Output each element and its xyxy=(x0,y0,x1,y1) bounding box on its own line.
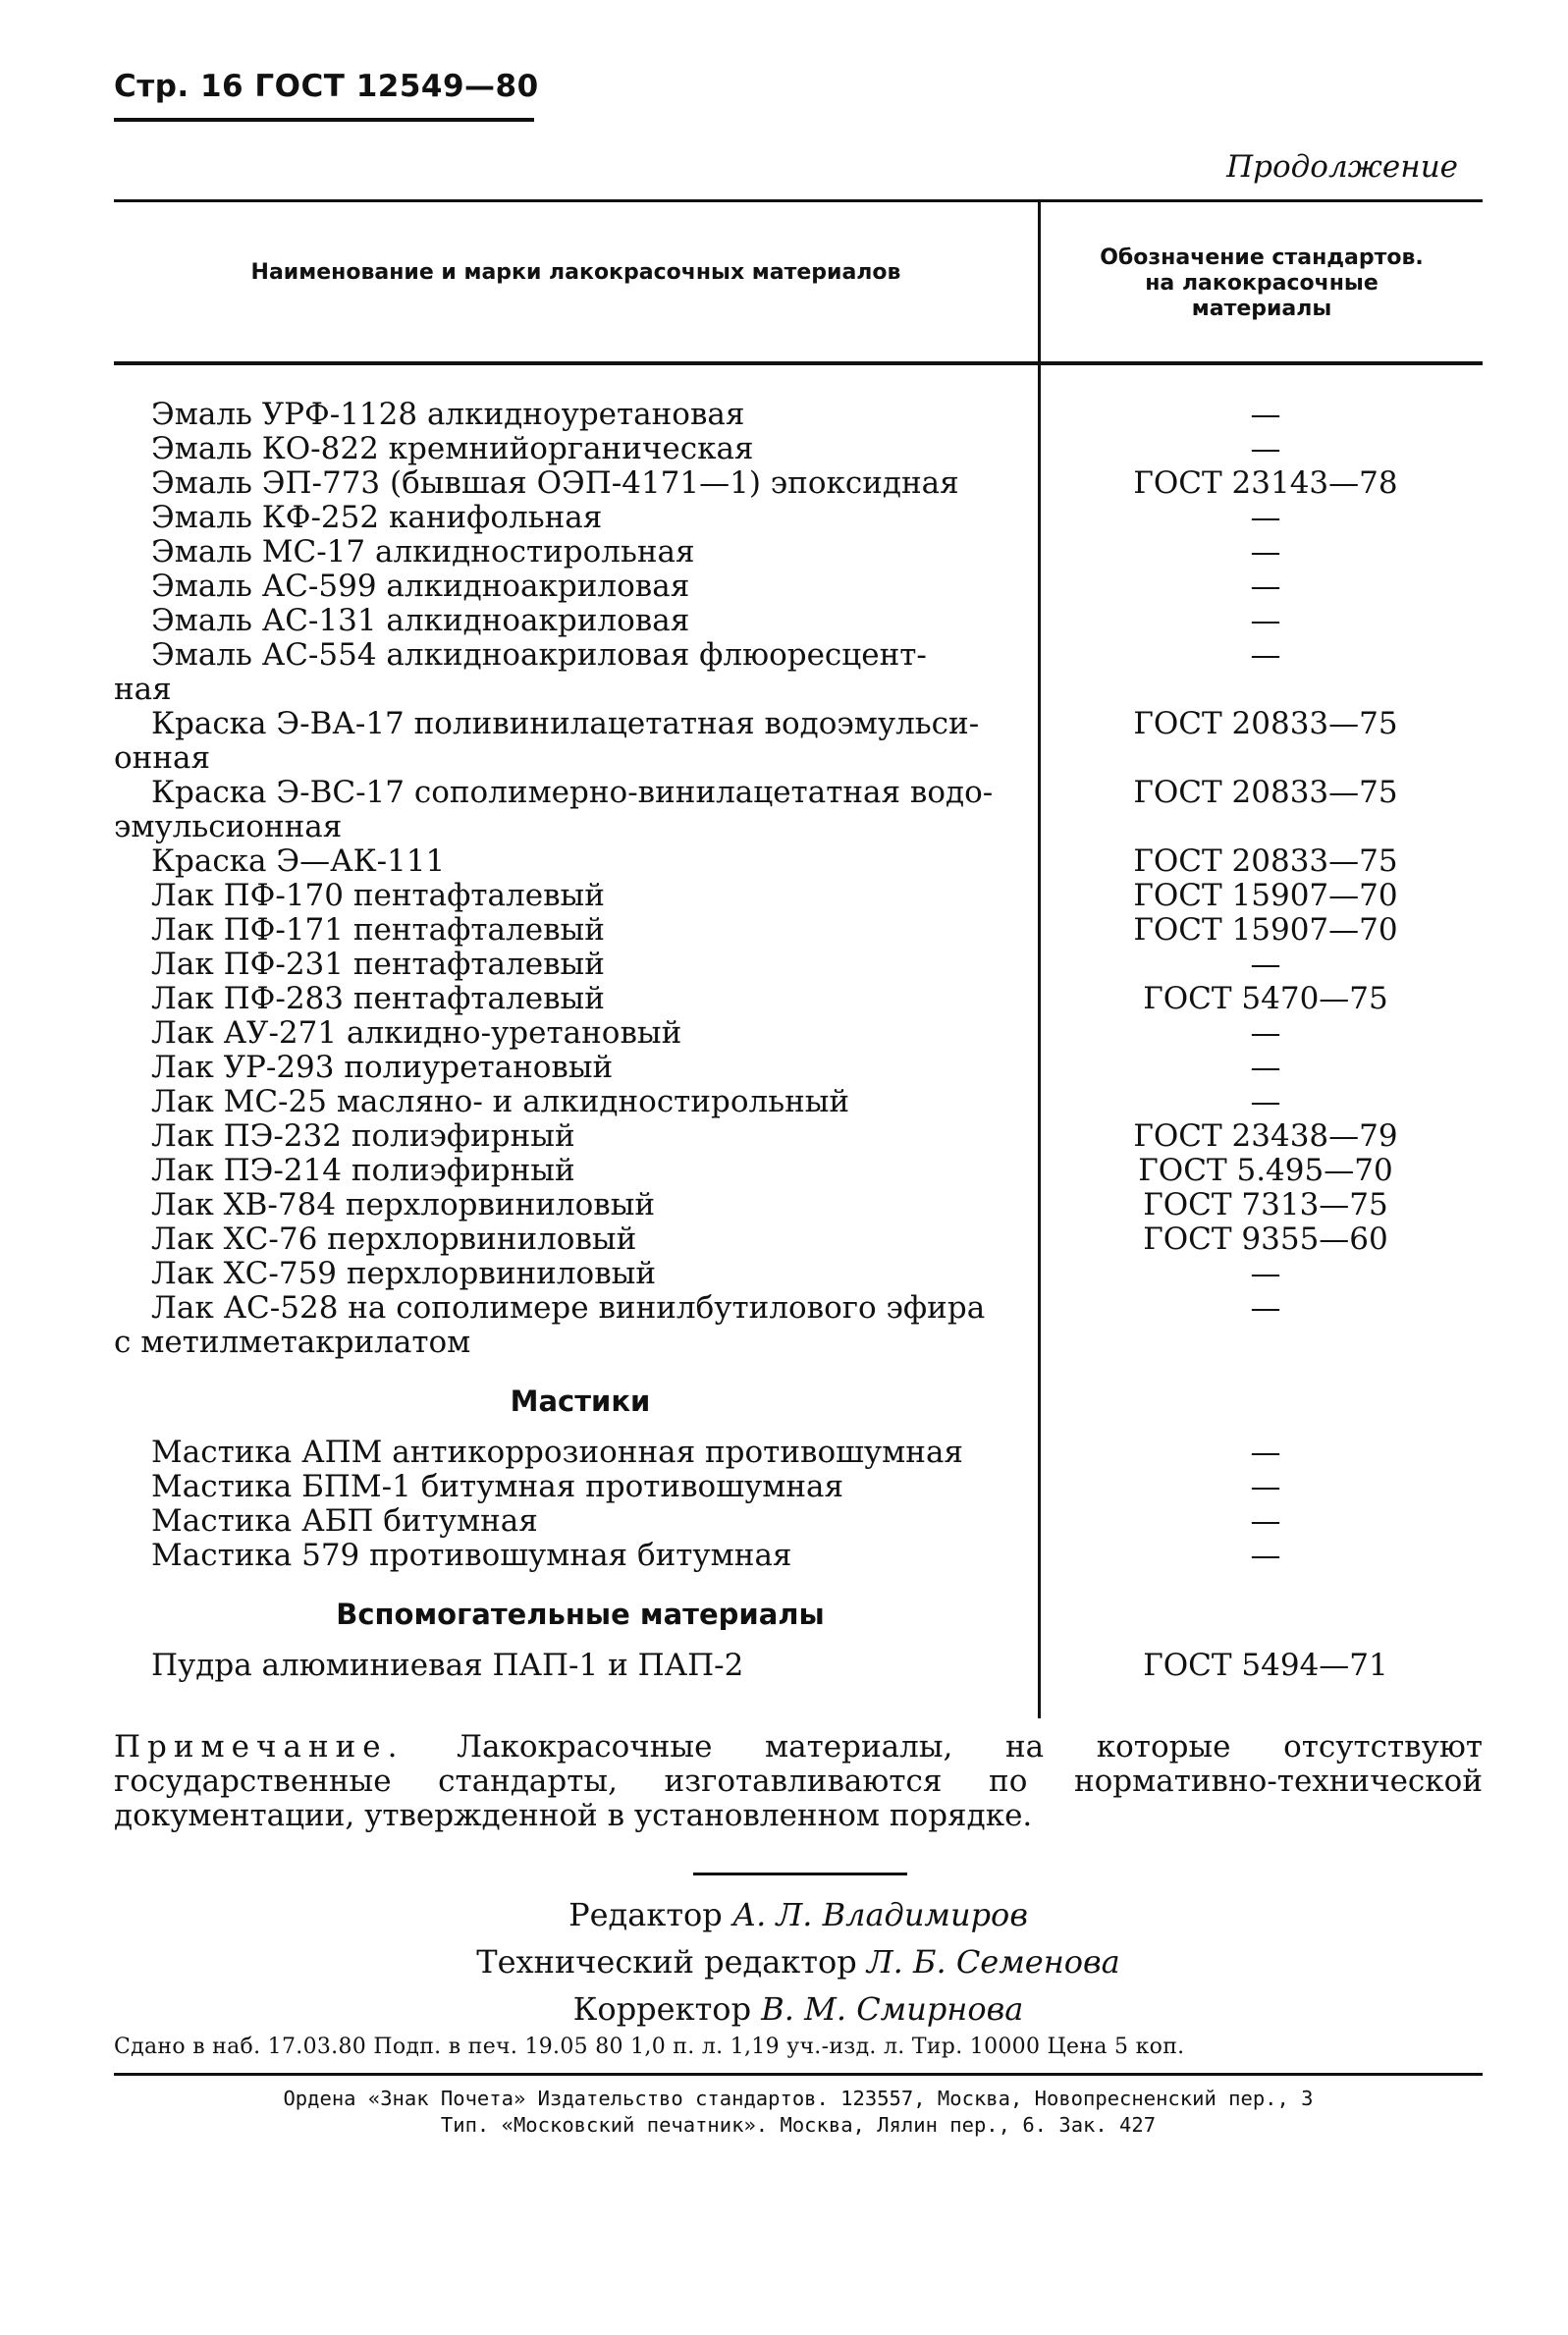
standard-designation: — xyxy=(1250,397,1281,432)
note xyxy=(114,1730,1483,1833)
material-name xyxy=(114,982,1043,1016)
table-row xyxy=(114,982,1483,1016)
material-name-text: Лак ПФ-171 пентафталевый xyxy=(151,912,605,948)
material-name-text: Эмаль АС-131 алкидноакриловая xyxy=(151,603,690,638)
standard-designation: — xyxy=(1250,534,1281,570)
table-row xyxy=(114,398,1483,432)
material-name-text: Эмаль КО-822 кремнийорганическая xyxy=(151,431,754,466)
material-name-text: Лак ХВ-784 перхлорвиниловый xyxy=(151,1187,656,1222)
column-header-standard-line: на лакокрасочные xyxy=(1145,271,1379,296)
material-name-text: Лак ПЭ-214 полиэфирный xyxy=(151,1153,575,1188)
table-row xyxy=(114,570,1483,604)
table-row xyxy=(114,1291,1483,1360)
material-name xyxy=(114,879,1043,913)
standard-designation: ГОСТ 15907—70 xyxy=(1133,912,1398,948)
table-row xyxy=(114,432,1483,466)
tech-editor-role: Технический редактор xyxy=(476,1943,857,1981)
standard-designation: ГОСТ 20833—75 xyxy=(1133,843,1398,879)
standard-designation: — xyxy=(1250,1503,1281,1539)
material-name xyxy=(114,844,1043,879)
material-name-text: Краска Э—АК-111 xyxy=(151,843,446,879)
standard-designation: ГОСТ 5470—75 xyxy=(1143,981,1388,1016)
material-name xyxy=(114,1291,1043,1360)
table-row xyxy=(114,604,1483,638)
materials-table xyxy=(114,398,1483,1683)
standard-designation: — xyxy=(1250,1015,1281,1051)
imprint-printer-line: Тип. «Московский печатник». Москва, Лялин пер., 6. Зак. 427 xyxy=(440,2113,1157,2137)
table-row xyxy=(114,1470,1483,1504)
material-name xyxy=(114,1649,1043,1683)
proofreader-name: В. М. Смирнова xyxy=(761,1990,1024,2028)
standard-designation: — xyxy=(1250,603,1281,638)
material-name xyxy=(114,1504,1043,1539)
material-name-text: Краска Э-ВС-17 сополимерно-винилацетатная водо- xyxy=(151,775,994,810)
standard-designation: ГОСТ 20833—75 xyxy=(1133,706,1398,741)
standard-designation: ГОСТ 15907—70 xyxy=(1133,878,1398,913)
material-name xyxy=(114,1085,1043,1119)
material-name-text: Пудра алюминиевая ПАП-1 и ПАП-2 xyxy=(151,1648,744,1683)
material-name xyxy=(114,570,1043,604)
material-name-text: Мастика АБП битумная xyxy=(151,1503,538,1539)
table-row xyxy=(114,1257,1483,1291)
credit-proofreader xyxy=(114,1985,1483,2033)
table-row xyxy=(114,1119,1483,1154)
table-row xyxy=(114,501,1483,535)
material-name xyxy=(114,1051,1043,1085)
credit-editor xyxy=(114,1891,1483,1938)
material-name xyxy=(114,776,1043,844)
material-name xyxy=(114,1257,1043,1291)
editor-role: Редактор xyxy=(568,1896,723,1933)
imprint-publisher-line: Ордена «Знак Почета» Издательство стандартов. 123557, Москва, Новопресненский пер., 3 xyxy=(283,2087,1314,2110)
table-row xyxy=(114,1051,1483,1085)
note-text: Лакокрасочные материалы, на которые отсутствуют государственные стандарты, изготавливаются по нормативно-технической документации, утвержденной в установленном порядке. xyxy=(114,1729,1483,1833)
table-row xyxy=(114,1649,1483,1683)
section-title: Вспомогательные материалы xyxy=(336,1598,825,1631)
material-name xyxy=(114,1222,1043,1257)
material-name-text: Эмаль КФ-252 канифольная xyxy=(151,500,603,535)
standard-designation: — xyxy=(1250,1256,1281,1291)
section-title: Мастики xyxy=(510,1385,651,1418)
imprint-print-info: Сдано в наб. 17.03.80 Подп. в печ. 19.05 80 1,0 п. л. 1,19 уч.-изд. л. Тир. 10000 Цена 5 коп. xyxy=(114,2035,1185,2059)
standard-designation: — xyxy=(1250,1084,1281,1119)
material-name-text: Эмаль АС-554 алкидноакриловая флюоресцент- xyxy=(151,637,927,673)
material-name-text: Лак МС-25 масляно- и алкидностирольный xyxy=(151,1084,850,1119)
separator-rule xyxy=(693,1873,907,1875)
table-row xyxy=(114,1504,1483,1539)
material-name xyxy=(114,1016,1043,1051)
material-name-text: Эмаль МС-17 алкидностирольная xyxy=(151,534,695,570)
material-name-text: Лак ХС-759 перхлорвиниловый xyxy=(151,1256,656,1291)
standard-designation: ГОСТ 20833—75 xyxy=(1133,775,1398,810)
material-name-continuation: с метилметакрилатом xyxy=(114,1325,471,1360)
material-name xyxy=(114,638,1043,707)
material-name-text: Эмаль УРФ-1128 алкидноуретановая xyxy=(151,397,745,432)
table-row xyxy=(114,1222,1483,1257)
imprint-publisher xyxy=(114,2086,1483,2139)
header-rule xyxy=(114,118,534,122)
material-name xyxy=(114,604,1043,638)
standard-designation: — xyxy=(1250,1290,1281,1326)
standard-designation: ГОСТ 9355—60 xyxy=(1143,1222,1388,1257)
material-name-text: Лак ПЭ-232 полиэфирный xyxy=(151,1118,575,1154)
standard-designation: — xyxy=(1250,1435,1281,1470)
material-name xyxy=(114,398,1043,432)
material-name xyxy=(114,466,1043,501)
material-name-text: Лак ПФ-283 пентафталевый xyxy=(151,981,605,1016)
table-row xyxy=(114,844,1483,879)
standard-designation: ГОСТ 5494—71 xyxy=(1143,1648,1388,1683)
material-name xyxy=(114,948,1043,982)
table-row xyxy=(114,948,1483,982)
material-name-text: Лак ХС-76 перхлорвиниловый xyxy=(151,1222,637,1257)
table-row xyxy=(114,1154,1483,1188)
column-header-standard-line: материалы xyxy=(1191,297,1332,321)
material-name-text: Эмаль ЭП-773 (бывшая ОЭП-4171—1) эпоксидная xyxy=(151,465,959,501)
material-name xyxy=(114,1436,1043,1470)
table-row xyxy=(114,1085,1483,1119)
table-row xyxy=(114,1539,1483,1573)
material-name xyxy=(114,707,1043,776)
table-row xyxy=(114,466,1483,501)
standard-designation: ГОСТ 23438—79 xyxy=(1133,1118,1398,1154)
table-row xyxy=(114,879,1483,913)
standard-designation: ГОСТ 23143—78 xyxy=(1133,465,1398,501)
column-header-standard-line: Обозначение стандартов. xyxy=(1100,245,1424,270)
material-name xyxy=(114,1154,1043,1188)
material-name-continuation: эмульсионная xyxy=(114,809,343,844)
standard-designation: ГОСТ 5.495—70 xyxy=(1138,1153,1393,1188)
proofreader-role: Корректор xyxy=(572,1990,752,2028)
note-label: Примечание. xyxy=(114,1729,405,1765)
tech-editor-name: Л. Б. Семенова xyxy=(866,1943,1120,1981)
material-name xyxy=(114,1188,1043,1222)
table-row xyxy=(114,913,1483,948)
material-name xyxy=(114,432,1043,466)
standard-designation: — xyxy=(1250,947,1281,982)
material-name-text: Эмаль АС-599 алкидноакриловая xyxy=(151,569,690,604)
material-name-text: Мастика БПМ-1 битумная противошумная xyxy=(151,1469,844,1504)
material-name-text: Лак АС-528 на сополимере винилбутилового эфира xyxy=(151,1290,986,1326)
standard-designation: — xyxy=(1250,569,1281,604)
editor-name: А. Л. Владимиров xyxy=(731,1896,1028,1933)
credits xyxy=(114,1891,1483,2033)
table-top-rule xyxy=(114,199,1483,202)
standard-designation: — xyxy=(1250,1469,1281,1504)
material-name-text: Лак ПФ-170 пентафталевый xyxy=(151,878,605,913)
material-name xyxy=(114,1119,1043,1154)
standard-designation: — xyxy=(1250,431,1281,466)
material-name-text: Мастика АПМ антикоррозионная противошумная xyxy=(151,1435,963,1470)
standard-designation: — xyxy=(1250,1538,1281,1573)
material-name-continuation: ная xyxy=(114,672,172,707)
table-header-rule xyxy=(114,361,1483,365)
material-name xyxy=(114,913,1043,948)
column-header-name: Наименование и марки лакокрасочных материалов xyxy=(250,260,901,285)
standard-designation: — xyxy=(1250,1050,1281,1085)
imprint-rule xyxy=(114,2073,1483,2076)
table-row xyxy=(114,707,1483,776)
material-name-text: Лак УР-293 полиуретановый xyxy=(151,1050,614,1085)
column-header-standard xyxy=(1041,245,1483,322)
table-row xyxy=(114,535,1483,570)
material-name-text: Лак ПФ-231 пентафталевый xyxy=(151,947,605,982)
material-name-text: Краска Э-ВА-17 поливинилацетатная водоэмульси- xyxy=(151,706,980,741)
standard-designation: — xyxy=(1250,637,1281,673)
material-name xyxy=(114,1470,1043,1504)
material-name xyxy=(114,1539,1043,1573)
continuation-label: Продолжение xyxy=(1226,149,1458,185)
table-row xyxy=(114,1016,1483,1051)
material-name xyxy=(114,535,1043,570)
table-row xyxy=(114,776,1483,844)
material-name-text: Лак АУ-271 алкидно-уретановый xyxy=(151,1015,682,1051)
material-name-text: Мастика 579 противошумная битумная xyxy=(151,1538,792,1573)
page-header: Стр. 16 ГОСТ 12549—80 xyxy=(114,69,539,104)
table-row xyxy=(114,1188,1483,1222)
credit-tech-editor xyxy=(114,1938,1483,1985)
material-name-continuation: онная xyxy=(114,740,211,776)
standard-designation: ГОСТ 7313—75 xyxy=(1143,1187,1388,1222)
material-name xyxy=(114,501,1043,535)
table-row xyxy=(114,1436,1483,1470)
standard-designation: — xyxy=(1250,500,1281,535)
table-row xyxy=(114,638,1483,707)
